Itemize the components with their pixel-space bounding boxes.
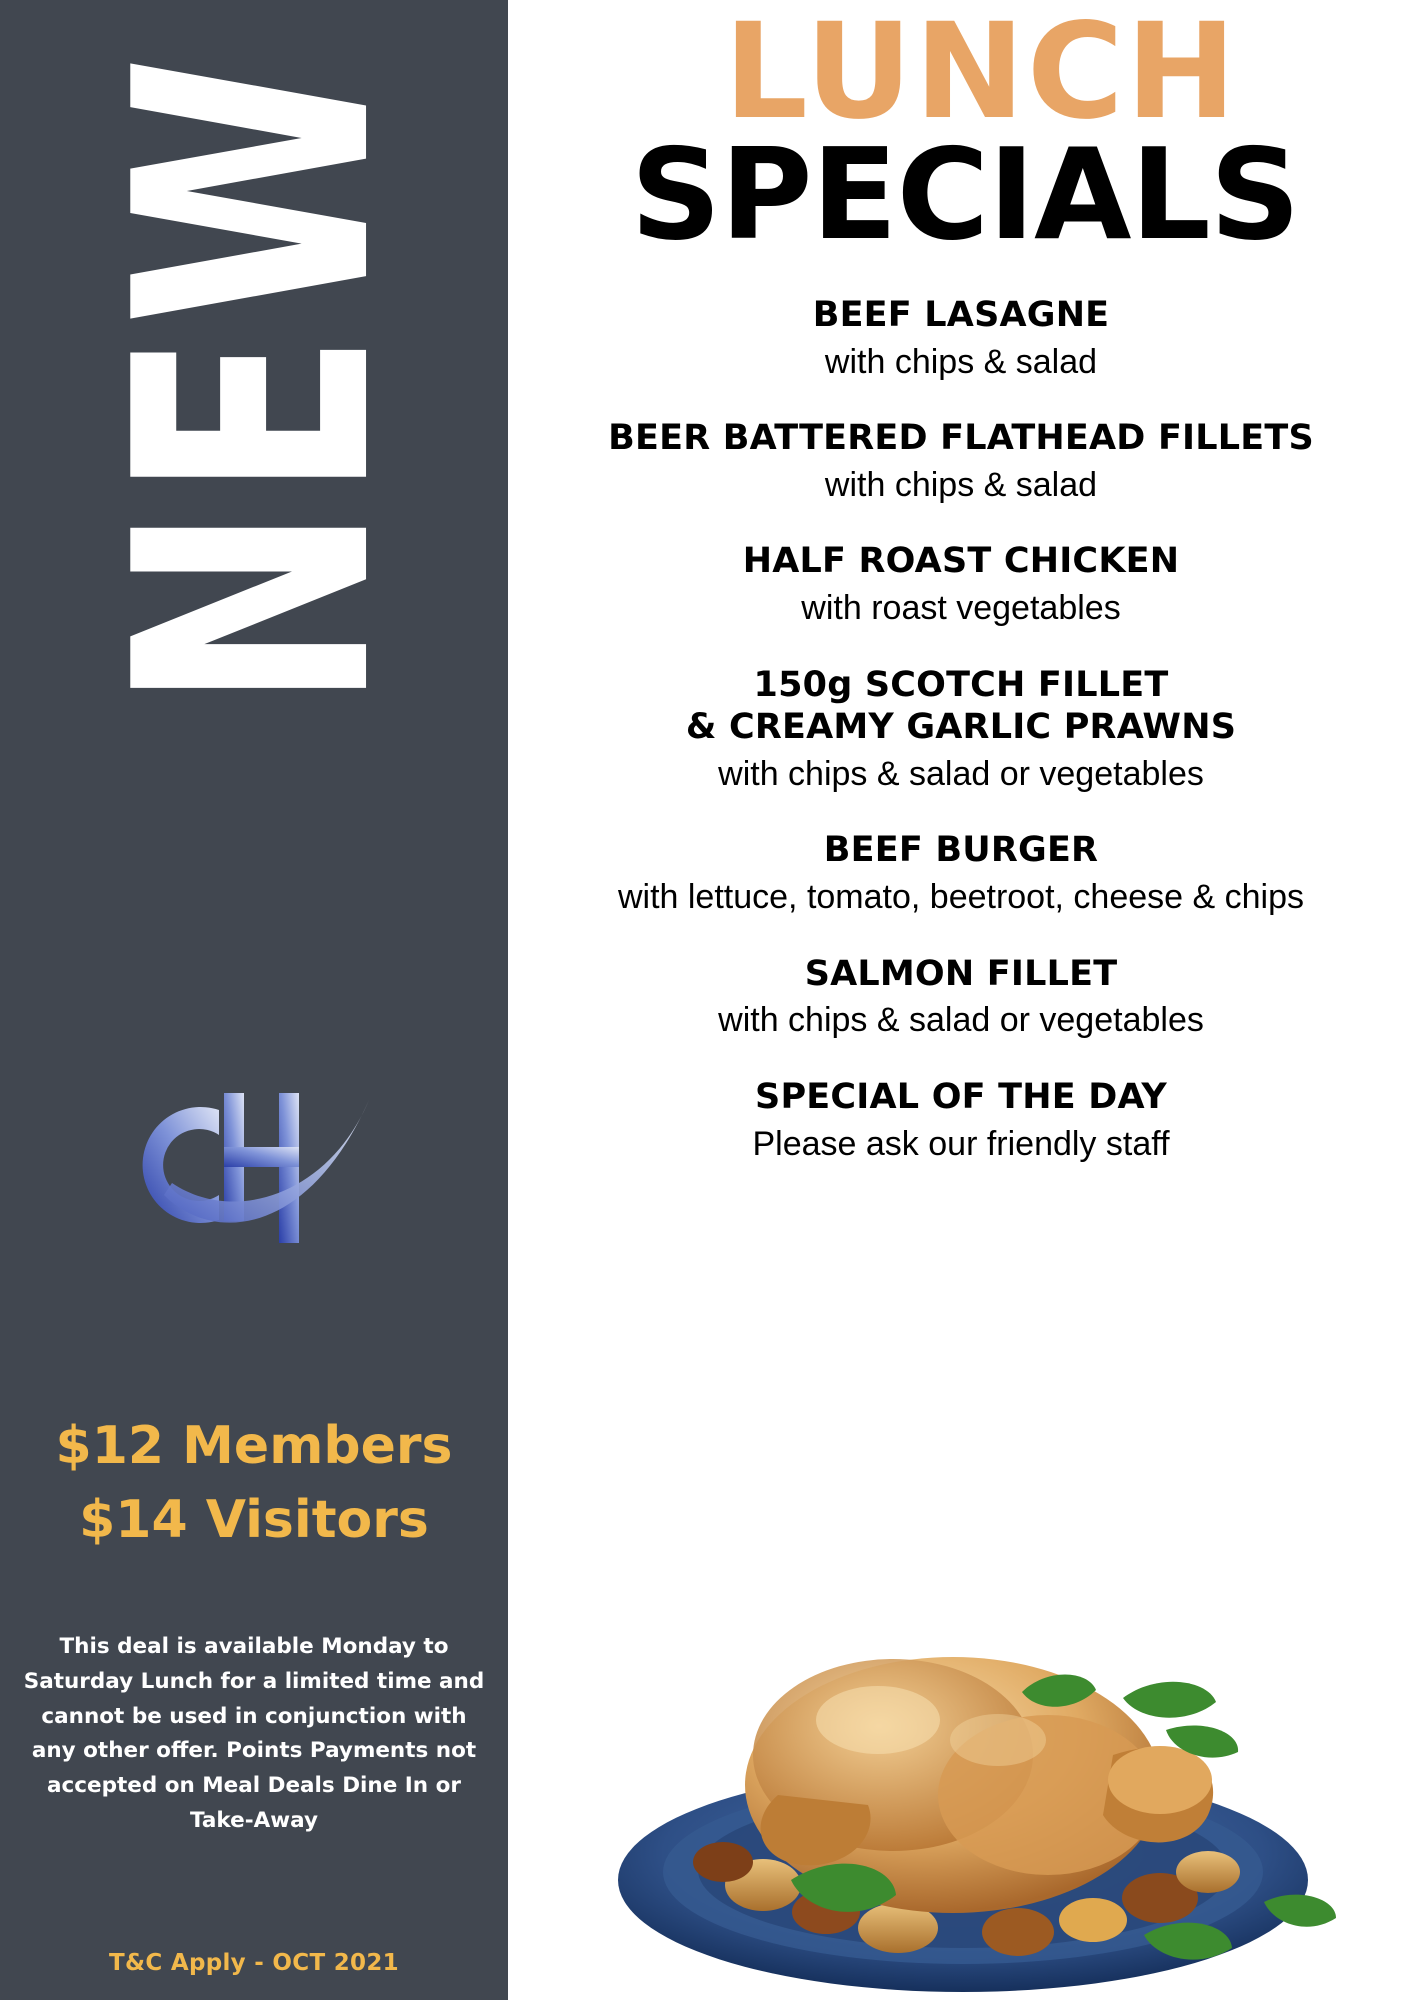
menu-item [514,953,1408,1042]
roast-chicken-platter-photo [548,1580,1378,2000]
menu-list [508,294,1414,1165]
menu-item-description: Please ask our friendly staff [752,1124,1170,1163]
tc-apply-line: T&C Apply - OCT 2021 [109,1950,399,1976]
title-specials: SPECIALS [630,121,1300,268]
menu-item-description: with chips & salad or vegetables [718,754,1204,793]
menu-item [514,294,1408,383]
menu-item-description: with lettuce, tomato, beetroot, cheese & chips [617,878,1305,917]
price-members: $12 Members [55,1416,453,1476]
menu-item-description: with chips & salad or vegetables [718,1001,1204,1040]
menu-item [514,417,1408,506]
menu-item-name: SPECIAL OF THE DAY [755,1076,1167,1117]
new-badge [0,0,508,760]
new-badge-text: NEW [65,49,443,711]
menu-item [514,1076,1408,1165]
menu-item-description: with chips & salad [824,342,1098,381]
terms-text: This deal is available Monday to Saturday Lunch for a limited time and cannot be used in conjunction with any other offer. Points Payments not accepted on Meal Deals Dine In or Take-Away [23,1634,485,1834]
menu-item-description: with chips & salad [824,465,1098,504]
menu-item-description: with roast vegetables [801,589,1121,628]
left-info-panel [0,0,508,2000]
price-block [0,1410,508,1558]
price-visitors: $14 Visitors [79,1489,429,1550]
menu-item-name: BEEF BURGER [823,830,1099,871]
ch-logo [0,1075,508,1260]
menu-item [514,829,1408,918]
menu-item-name: SALMON FILLET [804,953,1118,994]
menu-item-name: BEER BATTERED FLATHEAD FILLETS [608,418,1314,459]
right-menu-panel [508,0,1414,2000]
menu-item-name: HALF ROAST CHICKEN [742,541,1180,582]
title-lunch: LUNCH [723,0,1239,149]
menu-item [514,664,1408,796]
ch-logo-icon [124,1075,384,1260]
menu-item [514,540,1408,629]
menu-item-name: 150g SCOTCH FILLET & CREAMY GARLIC PRAWNS [685,664,1237,748]
menu-item-name: BEEF LASAGNE [812,295,1110,335]
